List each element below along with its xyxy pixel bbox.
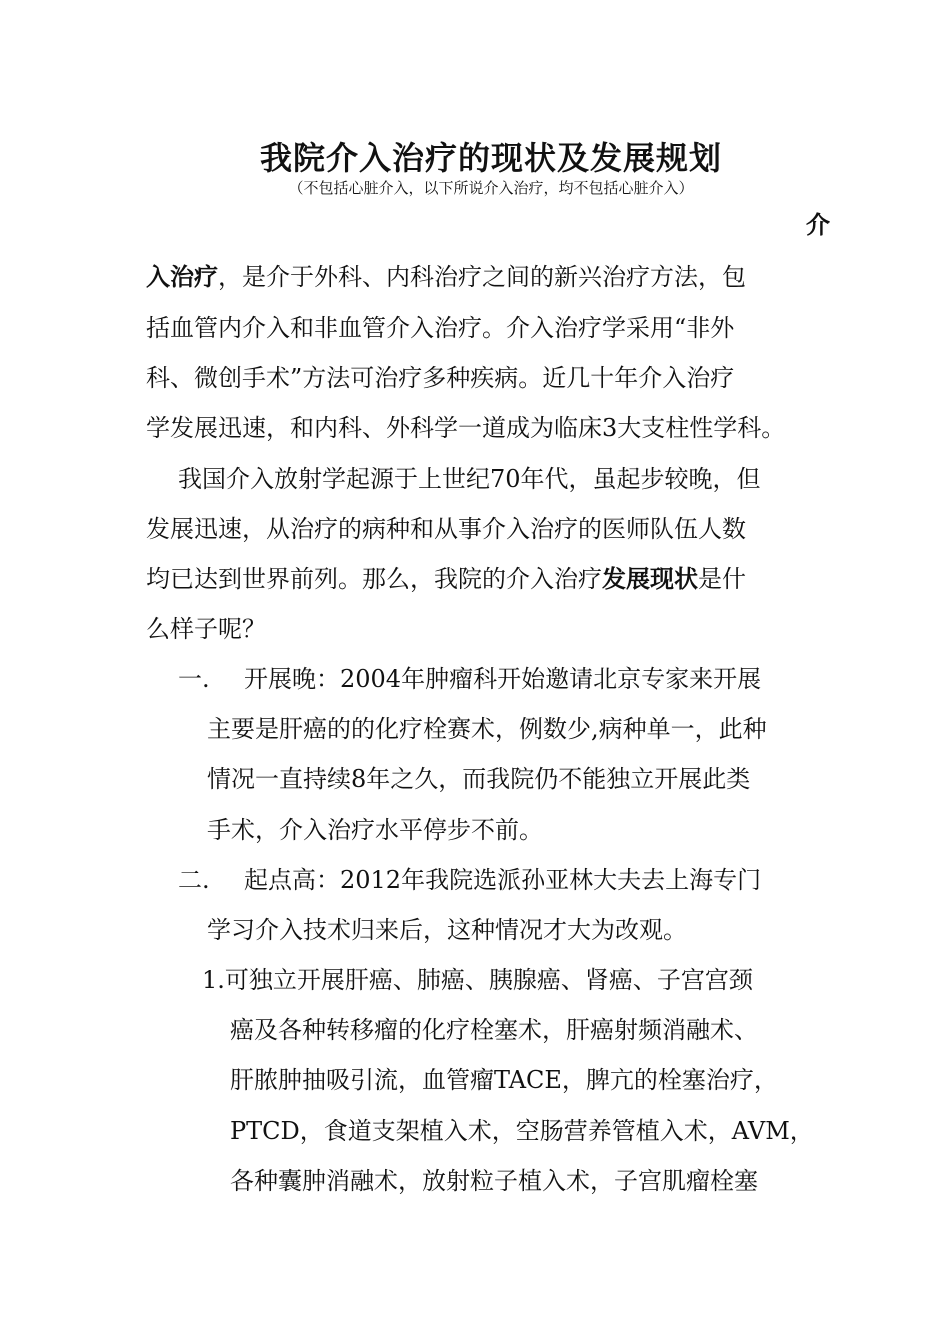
sub1-line-3: 肝脓肿抽吸引流，血管瘤TACE，脾亢的栓塞治疗， <box>230 1066 778 1094</box>
para2-line-2: 发展迅速，从治疗的病种和从事介入治疗的医师队伍人数 <box>146 515 746 543</box>
para2-bold-term: 发展现状 <box>602 564 698 593</box>
para2-line-3-text-a: 均已达到世界前列。那么，我院的介入治疗 <box>146 565 602 593</box>
para1-line-2: 括血管内介入和非血管介入治疗。介入治疗学采用“非外 <box>146 314 735 342</box>
para1-lead-char: 介 <box>806 210 830 239</box>
para1-line-1-text: ，是介于外科、内科治疗之间的新兴治疗方法，包 <box>218 263 746 291</box>
item1-line-3: 情况一直持续8年之久，而我院仍不能独立开展此类 <box>207 765 751 793</box>
item2-marker: 二. <box>178 866 210 894</box>
para1-line-3: 科、微创手术”方法可治疗多种疾病。近几十年介入治疗 <box>146 364 735 392</box>
item1-line-2: 主要是肝癌的的化疗栓赛术，例数少,病种单一，此种 <box>207 715 767 743</box>
sub1-line-4: PTCD，食道支架植入术，空肠营养管植入术，AVM， <box>230 1117 814 1145</box>
para1-bold-term: 入治疗 <box>146 262 218 291</box>
page-title: 我院介入治疗的现状及发展规划 <box>259 139 722 177</box>
sub1-line-1: 1.可独立开展肝癌、肺癌、胰腺癌、肾癌、子宫宫颈 <box>202 966 753 994</box>
sub1-line-2: 癌及各种转移瘤的化疗栓塞术，肝癌射频消融术、 <box>230 1016 758 1044</box>
para2-line-4: 么样子呢？ <box>146 615 266 643</box>
item2-line-2: 学习介入技术归来后，这种情况才大为改观。 <box>207 916 687 944</box>
item1-marker: 一. <box>178 665 210 693</box>
para2-line-1: 我国介入放射学起源于上世纪70年代，虽起步较晚，但 <box>178 465 761 493</box>
para1-line-1 <box>146 262 746 292</box>
sub1-line-5: 各种囊肿消融术，放射粒子植入术，子宫肌瘤栓塞 <box>230 1167 758 1195</box>
para2-line-3 <box>146 564 746 594</box>
page-subtitle: （不包括心脏介入，以下所说介入治疗，均不包括心脏介入） <box>288 179 694 197</box>
item1-line-1: 开展晚：2004年肿瘤科开始邀请北京专家来开展 <box>244 665 762 693</box>
item1-line-4: 手术，介入治疗水平停步不前。 <box>207 816 543 844</box>
para2-line-3-text-b: 是什 <box>698 565 746 593</box>
para1-line-4: 学发展迅速，和内科、外科学一道成为临床3大支柱性学科。 <box>146 414 786 442</box>
item2-line-1: 起点高：2012年我院选派孙亚林大夫去上海专门 <box>244 866 762 894</box>
